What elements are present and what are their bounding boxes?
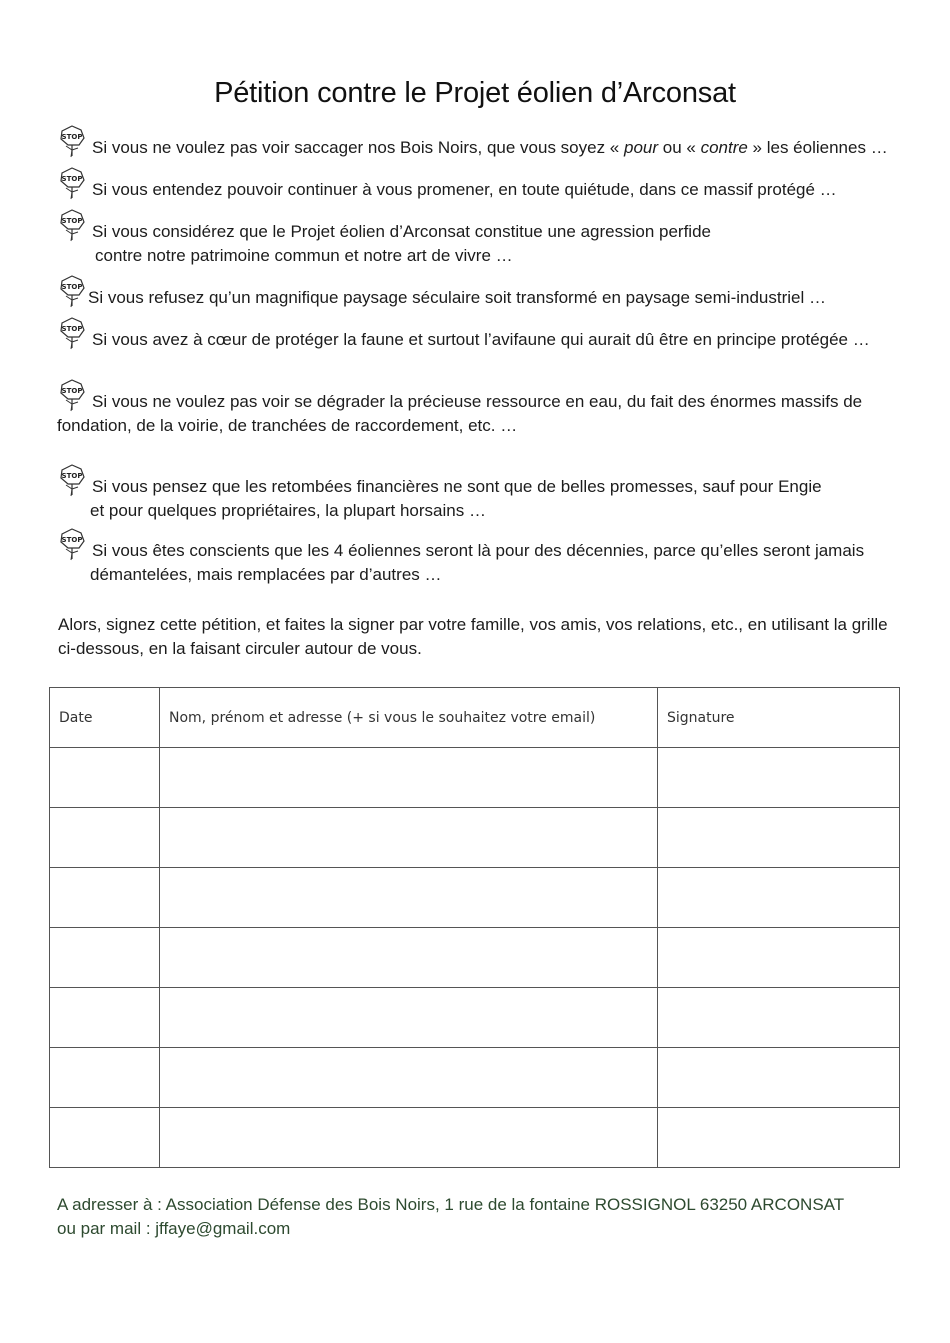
reason-line: fondation, de la voirie, de tranchées de raccordement, etc. … [57,416,518,435]
reason-line: Si vous refusez qu’un magnifique paysage séculaire soit transformé en paysage semi-industriel … [88,288,826,307]
date-cell[interactable] [50,808,160,868]
reason-line: Si vous êtes conscients que les 4 éoliennes seront là pour des décennies, parce qu’elles seront jamais [92,541,865,560]
reason-item [56,387,906,438]
name-cell[interactable] [160,988,658,1048]
svg-text:STOP: STOP [61,472,83,480]
call-to-action-line: ci-dessous, en la faisant circuler autour de vous. [58,639,422,658]
reason-line: contre notre patrimoine commun et notre art de vivre … [95,246,513,265]
date-cell[interactable] [50,1048,160,1108]
call-to-action-line: Alors, signez cette pétition, et faites la signer par votre famille, vos amis, vos relations, etc., en utilisant la grille [58,615,888,634]
reason-item [56,536,906,587]
name-cell[interactable] [160,1108,658,1168]
column-header-date: Date [50,688,160,748]
reason-item [56,472,906,523]
reason-line: Si vous ne voulez pas voir saccager nos Bois Noirs, que vous soyez « pour ou « contre » les éoliennes … [92,138,888,157]
signature-cell[interactable] [658,988,900,1048]
reason-line: Si vous entendez pouvoir continuer à vous promener, en toute quiétude, dans ce massif protégé … [92,180,837,199]
signature-table [49,687,900,1168]
reason-item [56,175,906,202]
signature-cell[interactable] [658,748,900,808]
signature-cell[interactable] [658,1108,900,1168]
name-cell[interactable] [160,1048,658,1108]
name-cell[interactable] [160,868,658,928]
date-cell[interactable] [50,988,160,1048]
reason-line: et pour quelques propriétaires, la plupart horsains … [90,501,486,520]
stop-eolienne-icon [56,208,88,242]
date-cell[interactable] [50,928,160,988]
svg-text:STOP: STOP [61,133,83,141]
email-address[interactable]: ou par mail : jffaye@gmail.com [57,1219,291,1238]
stop-eolienne-icon [56,316,88,350]
svg-text:STOP: STOP [61,217,83,225]
table-row [50,928,900,988]
stop-eolienne-icon [56,124,88,158]
signature-cell[interactable] [658,868,900,928]
column-header-signature: Signature [658,688,900,748]
table-row [50,988,900,1048]
svg-text:STOP: STOP [61,325,83,333]
postal-address: A adresser à : Association Défense des Bois Noirs, 1 rue de la fontaine ROSSIGNOL 63250 ARCONSAT [57,1195,845,1214]
name-cell[interactable] [160,928,658,988]
reason-line: Si vous considérez que le Projet éolien d’Arconsat constitue une agression perfide [92,222,711,241]
call-to-action [58,613,898,661]
table-header-row [50,688,900,748]
reason-item [56,217,906,268]
stop-eolienne-icon [56,378,88,412]
date-cell[interactable] [50,1108,160,1168]
stop-eolienne-icon [56,166,88,200]
table-row [50,808,900,868]
reason-item [56,325,906,352]
reason-line: Si vous ne voulez pas voir se dégrader la précieuse ressource en eau, du fait des énormes massifs de [92,392,863,411]
mailing-address [57,1193,917,1241]
reason-item [56,133,906,160]
reason-line: démantelées, mais remplacées par d’autres … [90,565,442,584]
table-row [50,1048,900,1108]
signature-cell[interactable] [658,928,900,988]
date-cell[interactable] [50,868,160,928]
svg-text:STOP: STOP [61,283,83,291]
table-row [50,748,900,808]
signature-cell[interactable] [658,1048,900,1108]
svg-text:STOP: STOP [61,175,83,183]
column-header-name: Nom, prénom et adresse (+ si vous le souhaitez votre email) [160,688,658,748]
table-row [50,868,900,928]
date-cell[interactable] [50,748,160,808]
reason-line: Si vous pensez que les retombées financières ne sont que de belles promesses, sauf pour Engie [92,477,822,496]
svg-text:STOP: STOP [61,387,83,395]
reason-line: Si vous avez à cœur de protéger la faune et surtout l’avifaune qui aurait dû être en principe protégée … [92,330,870,349]
stop-eolienne-icon [56,274,88,308]
name-cell[interactable] [160,748,658,808]
name-cell[interactable] [160,808,658,868]
stop-eolienne-icon [56,463,88,497]
page-title: Pétition contre le Projet éolien d’Arconsat [214,77,736,110]
signature-cell[interactable] [658,808,900,868]
stop-eolienne-icon [56,527,88,561]
reason-item [56,283,906,310]
svg-text:STOP: STOP [61,536,83,544]
table-row [50,1108,900,1168]
